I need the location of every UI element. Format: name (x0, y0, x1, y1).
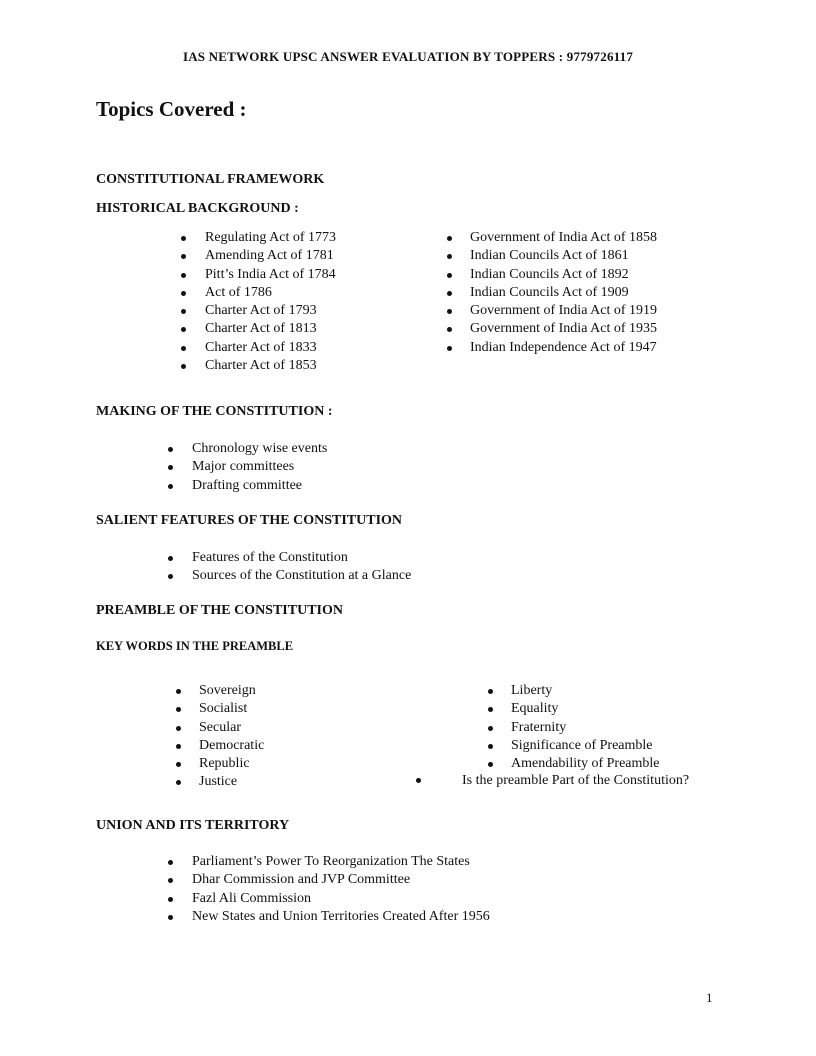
list-item: Government of India Act of 1858 (447, 229, 657, 247)
list-item: Indian Councils Act of 1861 (447, 247, 657, 265)
list-item: Indian Councils Act of 1892 (447, 266, 657, 284)
section-heading-preamble: PREAMBLE OF THE CONSTITUTION (96, 603, 343, 618)
page-number: 1 (706, 990, 713, 1005)
list-item: Drafting committee (168, 477, 327, 495)
list-item: Sources of the Constitution at a Glance (168, 567, 411, 585)
list-item: Amendability of Preamble (488, 755, 660, 773)
list-item: Indian Independence Act of 1947 (447, 339, 657, 357)
list-item: Chronology wise events (168, 440, 327, 458)
list-item: Charter Act of 1793 (181, 302, 336, 320)
list-item: Charter Act of 1813 (181, 320, 336, 338)
historical-list-right (447, 229, 657, 357)
salient-list (168, 549, 411, 586)
list-item: Fraternity (488, 719, 660, 737)
list-item: New States and Union Territories Created After 1956 (168, 908, 490, 926)
keywords-list-left (176, 682, 264, 792)
list-item: Features of the Constitution (168, 549, 411, 567)
keywords-list-right (488, 682, 660, 773)
list-item: Equality (488, 700, 660, 718)
list-item: Act of 1786 (181, 284, 336, 302)
list-item: Charter Act of 1853 (181, 357, 336, 375)
list-item: Fazl Ali Commission (168, 890, 490, 908)
list-item: Democratic (176, 737, 264, 755)
list-item: Sovereign (176, 682, 264, 700)
section-heading-making: MAKING OF THE CONSTITUTION : (96, 404, 333, 419)
list-item: Liberty (488, 682, 660, 700)
list-item: Pitt’s India Act of 1784 (181, 266, 336, 284)
historical-list-left (181, 229, 336, 375)
bullet-icon (416, 778, 421, 783)
section-heading-framework: CONSTITUTIONAL FRAMEWORK (96, 172, 325, 187)
list-item-preamble-part: Is the preamble Part of the Constitution? (462, 773, 690, 788)
section-heading-salient: SALIENT FEATURES OF THE CONSTITUTION (96, 513, 403, 528)
list-item: Significance of Preamble (488, 737, 660, 755)
page-title: Topics Covered : (96, 97, 247, 121)
list-item: Republic (176, 755, 264, 773)
section-heading-historical: HISTORICAL BACKGROUND : (96, 201, 299, 216)
section-heading-union: UNION AND ITS TERRITORY (96, 818, 290, 833)
list-item: Regulating Act of 1773 (181, 229, 336, 247)
list-item: Indian Councils Act of 1909 (447, 284, 657, 302)
list-item: Amending Act of 1781 (181, 247, 336, 265)
union-list (168, 853, 490, 926)
list-item: Secular (176, 719, 264, 737)
list-item: Government of India Act of 1935 (447, 320, 657, 338)
page-header: IAS NETWORK UPSC ANSWER EVALUATION BY TOPPERS : 9779726117 (182, 49, 634, 64)
list-item: Government of India Act of 1919 (447, 302, 657, 320)
list-item: Socialist (176, 700, 264, 718)
list-item: Parliament’s Power To Reorganization The States (168, 853, 490, 871)
list-item: Justice (176, 773, 264, 791)
list-item: Major committees (168, 458, 327, 476)
making-list (168, 440, 327, 495)
list-item: Dhar Commission and JVP Committee (168, 871, 490, 889)
section-heading-keywords: KEY WORDS IN THE PREAMBLE (96, 639, 294, 653)
list-item: Charter Act of 1833 (181, 339, 336, 357)
